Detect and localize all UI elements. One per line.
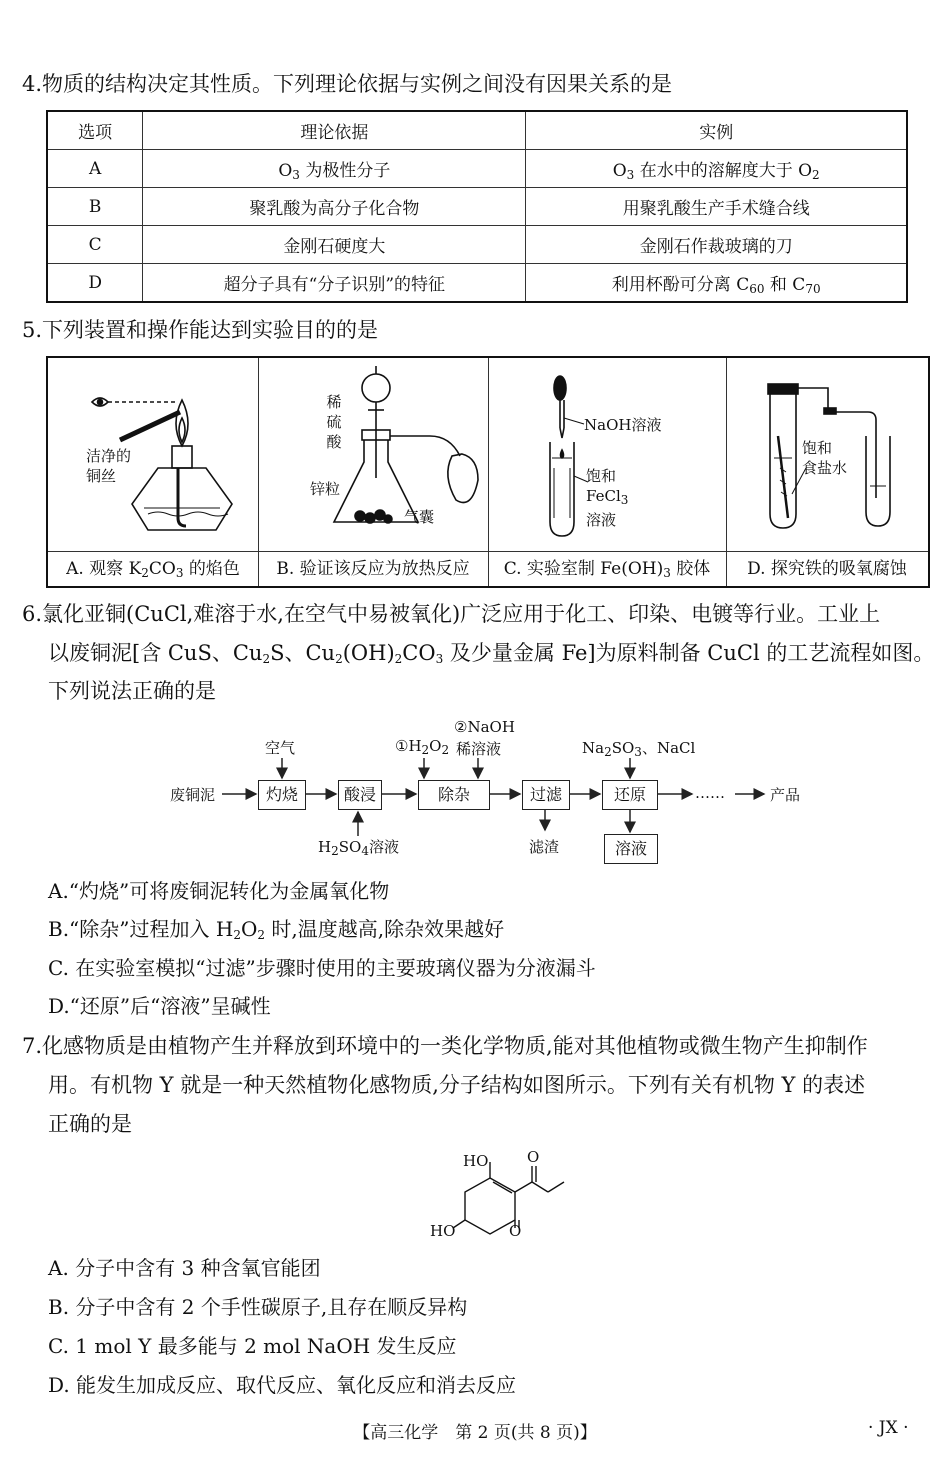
q6-stem-line1: 6.氯化亚铜(CuCl,难溶于水,在空气中易被氧化)广泛应用于化工、印染、电镀等行业。工业上 (22, 602, 881, 626)
flow-reagents: $Na_2SO_3$、NaCl (582, 739, 696, 759)
flow-solution: 溶液 (604, 834, 658, 864)
mol-ho-bottom: HO (430, 1222, 456, 1240)
flow-h2o2: $①H_2O_2$ (395, 737, 450, 757)
row-option: A (47, 150, 143, 188)
mol-ho-top: HO (463, 1152, 489, 1170)
q7-option-c: C. 1 mol Y 最多能与 2 mol NaOH 发生反应 (48, 1334, 457, 1358)
row-example: 用聚乳酸生产手术缝合线 (526, 188, 907, 226)
flow-naoh: ②NaOH (454, 718, 515, 736)
row-basis: 金刚石硬度大 (143, 226, 526, 264)
row-option: D (47, 264, 143, 303)
mol-o-bottom: O (509, 1222, 522, 1240)
q5-stem: 5.下列装置和操作能达到实验目的的是 (22, 318, 379, 342)
flow-h2so4: $H_2SO_4$溶液 (318, 838, 399, 858)
apparatus-b (258, 358, 489, 586)
caption-a: A. 观察 $K_2CO_3$ 的焰色 (48, 551, 258, 586)
flow-step-purify: 除杂 (418, 780, 490, 810)
header-example: 实例 (526, 111, 907, 150)
table-row (47, 188, 907, 226)
saturated-fecl3-label: 饱和 FeCl$_3$ 溶液 (586, 467, 629, 529)
row-example: $O_3$ 在水中的溶解度大于 $O_2$ (526, 150, 907, 188)
q7-option-b: B. 分子中含有 2 个手性碳原子,且存在顺反异构 (48, 1295, 468, 1319)
caption-d: D. 探究铁的吸氧腐蚀 (726, 551, 928, 586)
q5-apparatus-panel (46, 356, 930, 588)
flow-air: 空气 (265, 739, 296, 757)
row-option: C (47, 226, 143, 264)
q7-option-d: D. 能发生加成反应、取代反应、氧化反应和消去反应 (48, 1373, 517, 1397)
header-basis: 理论依据 (143, 111, 526, 150)
row-basis: $O_3$ 为极性分子 (143, 150, 526, 188)
saturated-brine-label: 饱和 食盐水 (802, 439, 848, 477)
row-basis: 聚乳酸为高分子化合物 (143, 188, 526, 226)
table-row (47, 150, 907, 188)
table-row (47, 226, 907, 264)
q6-option-b: B.“除杂”过程加入 $H_2O_2$ 时,温度越高,除杂效果越好 (48, 917, 505, 942)
q7-option-a: A. 分子中含有 3 种含氧官能团 (48, 1256, 321, 1280)
q4-stem: 4.物质的结构决定其性质。下列理论依据与实例之间没有因果关系的是 (22, 72, 673, 96)
row-basis: 超分子具有“分子识别”的特征 (143, 264, 526, 303)
header-option: 选项 (47, 111, 143, 150)
q4-table (46, 110, 908, 303)
page-footer: 【高三化学 第 2 页(共 8 页)】 (353, 1423, 597, 1443)
caption-b: B. 验证该反应为放热反应 (258, 551, 488, 586)
table-row (47, 264, 907, 303)
q6-option-c: C. 在实验室模拟“过滤”步骤时使用的主要玻璃仪器为分液漏斗 (48, 956, 596, 980)
flow-step-roast: 灼烧 (258, 780, 306, 810)
flow-step-filter: 过滤 (522, 780, 570, 810)
flow-residue: 滤渣 (529, 838, 560, 856)
apparatus-a (48, 358, 259, 586)
copper-wire-label: 洁净的 铜丝 (86, 447, 132, 485)
q6-stem-line2: 以废铜泥[含 CuS、$Cu_2S$、$Cu_2(OH)_2CO_3$ 及少量金属 Fe]为原料制备 CuCl 的工艺流程如图。 (48, 641, 935, 666)
q7-stem-line3: 正确的是 (48, 1112, 132, 1136)
q6-option-a: A.“灼烧”可将废铜泥转化为金属氧化物 (48, 879, 390, 903)
row-example: 金刚石作裁玻璃的刀 (526, 226, 907, 264)
apparatus-c (488, 358, 727, 586)
q7-stem-line2: 用。有机物 Y 就是一种天然植物化感物质,分子结构如图所示。下列有关有机物 Y 的表述 (48, 1073, 866, 1097)
dilute-sulfuric-acid-label: 稀 硫 酸 (326, 393, 342, 451)
flow-step-reduce: 还原 (602, 780, 658, 810)
caption-c: C. 实验室制 $Fe(OH)_3$ 胶体 (488, 551, 726, 586)
flow-start: 废铜泥 (170, 786, 216, 804)
zinc-label: 锌粒 (310, 480, 341, 498)
footer-code: · JX · (868, 1418, 909, 1438)
q6-option-d: D.“还原”后“溶液”呈碱性 (48, 994, 271, 1018)
exothermic-reaction-diagram (258, 358, 488, 552)
row-option: B (47, 188, 143, 226)
apparatus-d (726, 358, 928, 586)
flow-dots: …… (695, 784, 725, 802)
naoh-label: NaOH溶液 (584, 416, 662, 434)
flame-test-diagram (48, 358, 258, 552)
flow-step-acid-leach: 酸浸 (338, 780, 382, 810)
table-header-row (47, 111, 907, 150)
q7-stem-line1: 7.化感物质是由植物产生并释放到环境中的一类化学物质,能对其他植物或微生物产生抑制作 (22, 1034, 868, 1058)
row-example: 利用杯酚可分离 $C_{60}$ 和 $C_{70}$ (526, 264, 907, 303)
flow-dilute-solution: 稀溶液 (456, 740, 502, 758)
flow-product: 产品 (770, 786, 801, 804)
mol-o-top: O (527, 1148, 540, 1166)
balloon-label: 气囊 (404, 508, 435, 526)
q6-stem-line3: 下列说法正确的是 (48, 679, 216, 703)
